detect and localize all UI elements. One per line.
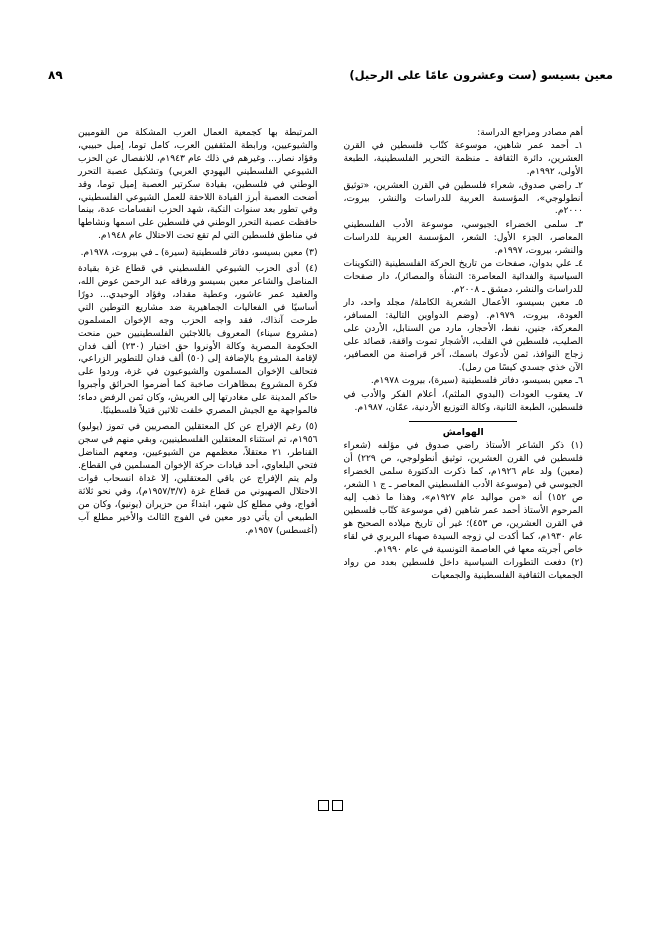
- footnote-entry: (٢) دفعت التطورات السياسية داخل فلسطين بعدد من رواد الجمعيات الثقافية الفلسطينية والجمعيات: [343, 557, 583, 581]
- source-entry: ٣ـ سلمى الخضراء الجيوسي، موسوعة الأدب الفلسطيني المعاصر، الجزء الأول: الشعر، المؤسسة العربية للدراسات والنشر، بيروت، ١٩٩٧م.: [343, 219, 583, 256]
- source-entry: ٧ـ يعقوب العودات (البدوي الملثم)، أعلام الفكر والأدب في فلسطين، الطبعة الثانية، وكالة التوزيع الأردنية، عمّان، ١٩٨٧م.: [343, 389, 583, 413]
- footnote-separator: [409, 421, 517, 422]
- footnote-entry: (٤) أدى الحزب الشيوعي الفلسطيني في قطاع غزة بقيادة المناضل والشاعر معين بسيسو ورفاقه عبد الرحمن عوض الله، والعقيد عمر عاشور، وعطية مقداد، وفؤاد الوحيدي... دورًا أساسيًا في الفعاليات الجماهيرية ضد مشاريع التوطين التي طرحت آنذاك، فقد واجه الحزب وجه الإخوان المسلمون (مشروع سيناء) المعروف باللاجئين الفلسطينيين حين منحت الحكومة المصرية وكالة الأونروا حق اختيار (٢٣٠) ألف فدان لإقامة المشروع بالإضافة إلى (٥٠) ألف فدان للتطوير الزراعي، فتحالف الإخوان المسلمون والشيوعيون في غزة، وردوا على فكرة المشروع بمظاهرات صاخبة كما أضرموا الحرائق وأجبروا حاكم المدينة على مغادرتها إلى العريش، وكان ثمن الرفض دماء؛ فالمواجهة مع الجيش المصري خلفت ثلاثين قتيلاً فلسطينيًا.: [78, 264, 318, 417]
- running-head-title: معين بسيسو (ست وعشرون عامًا على الرحيل): [349, 68, 613, 82]
- column-left: [78, 127, 318, 538]
- sources-heading: أهم مصادر ومراجع الدراسة:: [477, 128, 583, 138]
- source-entry: ٤ـ علي بدوان، صفحات من تاريخ الحركة الفلسطينية (التكوينات السياسية والفدائية المعاصرة: النشأة والمصائر)، دار صفحات للدراسات والنشر، دمشق ـ ٢٠٠٨م.: [343, 259, 583, 295]
- end-of-article-mark: [0, 800, 661, 811]
- source-entry: ٦ـ معين بسيسو، دفاتر فلسطينية (سيرة)، بيروت ١٩٧٨م.: [370, 376, 583, 387]
- source-entry: ١ـ أحمد عمر شاهين، موسوعة كتّاب فلسطين في القرن العشرين، دائرة الثقافة ـ منظمة التحرير الفلسطينية، الطبعة الأولى، ١٩٩٢م.: [343, 141, 583, 178]
- footnote-entry: (٥) رغم الإفراج عن كل المعتقلين المصريين في تموز (يوليو) ١٩٥٦م، تم استثناء المعتقلين الفلسطينيين، وبقي منهم في سجن القناطر، ٢١ معتقلاً، معظمهم من الشيوعيين، ومعهم المناضل فتحي البلعاوي، أحد قيادات حركة الإخوان المسلمين في القطاع. ولم يتم الإفراج عن باقي المعتقلين، إلا غداة انسحاب قوات الاحتلال الصهيوني من قطاع غزة (١٩٥٧/٣/٧م)، وفي نحو ثلاثة أفواج، وفي مطلع كل شهر، ابتداءً من حزيران (يونيو)، وكان من الطبيعي أن يأتي دور معين في الفوج الثالث والأخير مطلع آب (أغسطس) ١٩٥٧م.: [78, 422, 318, 536]
- source-entry: ٥ـ معين بسيسو، الأعمال الشعرية الكاملة/ مجلد واحد، دار العودة، بيروت، ١٩٧٩م. (وضم الدواوين التالية: المسافر، المعركة، جنين، نفط، الأحجار، مارد من السنابل، الأردن على الصليب، فلسطين في القلب، الأشجار تموت واقفة، قصائد على زجاج النوافذ، ثمن لأدعوك باسمك، آخر قراصنة من العصافير، الآن خذي جسدي كيسًا من رمل).: [343, 298, 583, 373]
- page-number: ٨٩: [48, 68, 63, 82]
- footnote-entry: (٣) معين بسيسو، دفاتر فلسطينية (سيرة) ـ في بيروت، ١٩٧٨م.: [80, 247, 318, 258]
- source-entry: ٢ـ راضي صدوق، شعراء فلسطين في القرن العشرين، «توثيق أنطولوجي»، المؤسسة العربية للدراسات والنشر، بيروت، ٢٠٠٠م.: [343, 180, 583, 217]
- column-right: [344, 127, 584, 583]
- footnotes-heading: الهوامش: [442, 427, 484, 439]
- footnote-entry: (١) ذكر الشاعر الأستاذ راضي صدوق في مؤلفه (شعراء فلسطين في القرن العشرين، توثيق أنطولوجي، ص ٢٢٩) أن (معين) ولد عام ١٩٢٦م، كما ذكرت الدكتورة سلمى الخضراء الجيوسي في (موسوعة الأدب الفلسطيني المعاصر ـ ج ١ الشعر، ص ١٥٢) أنه «من مواليد عام ١٩٢٧م»، وهذا ما ذهب إليه المرحوم الأستاذ أحمد عمر شاهين (في موسوعة كتّاب فلسطين في القرن العشرين، ص ٤٥٣)؛ غير أن تاريخ ميلاده الصحيح هو عام ١٩٣٠م، كما أكدت لي زوجه السيدة صهباء البربري في لقاء خاص أجريته معها في العاصمة التونسية في عام ١٩٩٠م.: [343, 441, 584, 555]
- page-header: [48, 68, 613, 82]
- square-glyph: [318, 800, 329, 811]
- two-column-body: [78, 127, 583, 583]
- square-glyph: [332, 800, 343, 811]
- body-paragraph: المرتبطة بها كجمعية العمال العرب المشكلة من القوميين والشيوعيين، ورابطة المثقفين العرب، كامل توما، إميل حبيبي، وفؤاد نصار... وغيرهم في ذلك عام ١٩٤٣م، للانفصال عن الحزب الشيوعي الفلسطيني اليهودي العربي) وتشكيل عصبة التحرر الوطني في فلسطين، بقيادة سكرتير العصبة إميل توما، وقد أضحت العصبة أبرز القيادة اللاحقة للعمل الشيوعي الفلسطيني، وفي تطور بعد سنوات النكبة، شهد الحزب انقسامات عدة، بينما حافظت عصبة التحرر الوطني في فلسطين على اسمها ونشاطها في مناطق فلسطين التي لم تقع تحت الاحتلال عام ١٩٤٨م.: [78, 128, 318, 242]
